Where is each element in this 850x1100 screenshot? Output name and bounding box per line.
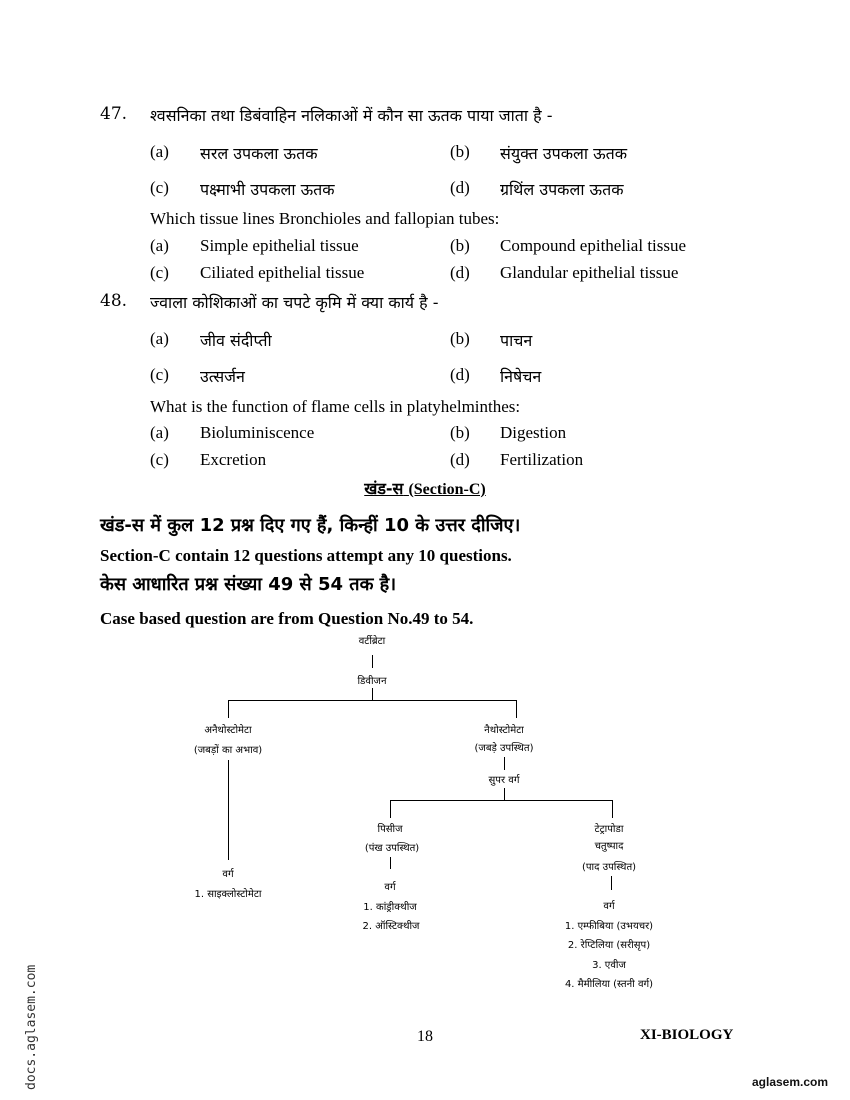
q47-hindi-text: श्वसनिका तथा डिबंवाहिन नलिकाओं में कौन सा ऊतक पाया जाता है -: [150, 106, 553, 125]
q48-hi-opt-b: पाचन: [500, 331, 533, 350]
q47-hi-opt-b-label: (b): [450, 142, 470, 161]
q47-en-opt-a-label: (a): [150, 236, 169, 255]
case-based-english: Case based question are from Question No.49 to 54.: [100, 609, 474, 628]
tree-connector: [504, 757, 505, 770]
q47-hi-opt-d-label: (d): [450, 178, 470, 197]
tree-tetrapoda-class-3: 3. एवीज: [592, 960, 626, 971]
tree-agnatha-class-1: 1. साइक्लोस्टोमेटा: [194, 889, 262, 900]
corner-watermark: aglasem.com: [752, 1075, 829, 1089]
section-heading-hindi: खंड-स: [364, 479, 404, 498]
q48-en-opt-a-label: (a): [150, 423, 169, 442]
q48-en-opt-c: Excretion: [200, 450, 267, 469]
q47-en-opt-d-label: (d): [450, 263, 470, 282]
tree-connector: [228, 700, 229, 718]
q47-en-opt-a: Simple epithelial tissue: [200, 236, 359, 255]
tree-gnathostomata: नैथोस्टोमेटा: [484, 725, 524, 736]
tree-gnathostomata-note: (जबड़े उपस्थित): [474, 743, 534, 754]
section-heading-english: (Section-C): [408, 481, 486, 498]
section-instruction-english: Section-C contain 12 questions attempt any 10 questions.: [100, 546, 512, 565]
q47-hi-opt-b: संयुक्त उपकला ऊतक: [500, 144, 628, 163]
q47-en-opt-b: Compound epithelial tissue: [500, 236, 687, 255]
q48-hi-opt-a-label: (a): [150, 329, 169, 348]
tree-connector: [611, 876, 612, 890]
q48-hi-opt-d: निषेचन: [500, 367, 542, 386]
tree-connector: [504, 788, 505, 800]
side-watermark: docs.aglasem.com: [24, 964, 39, 1090]
tree-connector: [390, 857, 391, 869]
tree-tetrapoda-class-1: 1. एम्फीबिया (उभयचर): [564, 921, 654, 932]
tree-connector: [228, 760, 229, 860]
page-number: 18: [417, 1028, 433, 1045]
q48-hi-opt-c: उत्सर्जन: [200, 367, 245, 386]
q48-number: 48.: [100, 291, 128, 311]
q48-en-opt-d-label: (d): [450, 450, 470, 469]
tree-tetrapoda-class-2: 2. रेप्टिलिया (सरीसृप): [567, 940, 651, 951]
q47-hi-opt-c: पक्ष्माभी उपकला ऊतक: [200, 180, 335, 199]
q48-en-opt-b: Digestion: [500, 423, 567, 442]
tree-tetrapoda-note: (पाद उपस्थित): [581, 862, 637, 873]
case-based-hindi: केस आधारित प्रश्न संख्या 49 से 54 तक है।: [100, 574, 397, 595]
q47-hi-opt-a-label: (a): [150, 142, 169, 161]
subject-footer: XI-BIOLOGY: [640, 1027, 734, 1043]
q48-hi-opt-a: जीव संदीप्ती: [200, 331, 272, 350]
tree-connector: [390, 800, 613, 801]
q47-en-opt-d: Glandular epithelial tissue: [500, 263, 679, 282]
q47-hi-opt-d: ग्रथिंल उपकला ऊतक: [500, 180, 624, 199]
q48-hindi-text: ज्वाला कोशिकाओं का चपटे कृमि में क्या कार्य है -: [150, 293, 439, 312]
tree-connector: [612, 800, 613, 818]
q48-en-opt-b-label: (b): [450, 423, 470, 442]
tree-agnatha-note: (जबड़ों का अभाव): [193, 745, 263, 756]
q47-number: 47.: [100, 104, 128, 124]
section-instruction-hindi: खंड-स में कुल 12 प्रश्न दिए गए हैं, किन्हीं 10 के उत्तर दीजिए।: [100, 515, 521, 536]
tree-agnatha: अनैथोस्टोमेटा: [204, 725, 252, 736]
tree-pisces-class-label: वर्ग: [384, 882, 396, 893]
tree-connector: [372, 688, 373, 700]
tree-tetrapoda-hindi: चतुष्पाद: [594, 841, 624, 852]
q48-hi-opt-c-label: (c): [150, 365, 169, 384]
q48-hi-opt-b-label: (b): [450, 329, 470, 348]
tree-connector: [372, 655, 373, 668]
tree-tetrapoda: टेट्रापोडा: [594, 824, 624, 835]
tree-pisces-note: (पंख उपस्थित): [364, 843, 420, 854]
q47-en-opt-b-label: (b): [450, 236, 470, 255]
tree-tetrapoda-class-label: वर्ग: [603, 901, 615, 912]
tree-tetrapoda-class-4: 4. मैमीलिया (स्तनी वर्ग): [564, 979, 654, 990]
q47-english-text: Which tissue lines Bronchioles and fallopian tubes:: [150, 209, 500, 228]
section-heading: [364, 477, 486, 499]
tree-pisces-class-1: 1. कांड्रीक्थीज: [363, 902, 417, 913]
tree-agnatha-class-label: वर्ग: [222, 869, 234, 880]
tree-connector: [390, 800, 391, 818]
q48-en-opt-d: Fertilization: [500, 450, 584, 469]
tree-division: डिवीजन: [357, 676, 387, 687]
tree-root: वर्टीब्रेटा: [358, 636, 386, 647]
q47-hi-opt-a: सरल उपकला ऊतक: [200, 144, 318, 163]
q48-hi-opt-d-label: (d): [450, 365, 470, 384]
q48-en-opt-c-label: (c): [150, 450, 169, 469]
q47-hi-opt-c-label: (c): [150, 178, 169, 197]
q48-en-opt-a: Bioluminiscence: [200, 423, 315, 442]
tree-connector: [228, 700, 517, 701]
q47-en-opt-c: Ciliated epithelial tissue: [200, 263, 365, 282]
q48-english-text: What is the function of flame cells in platyhelminthes:: [150, 397, 521, 416]
q47-en-opt-c-label: (c): [150, 263, 169, 282]
tree-superclass: सुपर वर्ग: [488, 775, 520, 786]
tree-connector: [516, 700, 517, 718]
tree-pisces-class-2: 2. ऑस्टिक्थीज: [362, 921, 420, 932]
tree-pisces: पिसीज: [377, 824, 403, 835]
